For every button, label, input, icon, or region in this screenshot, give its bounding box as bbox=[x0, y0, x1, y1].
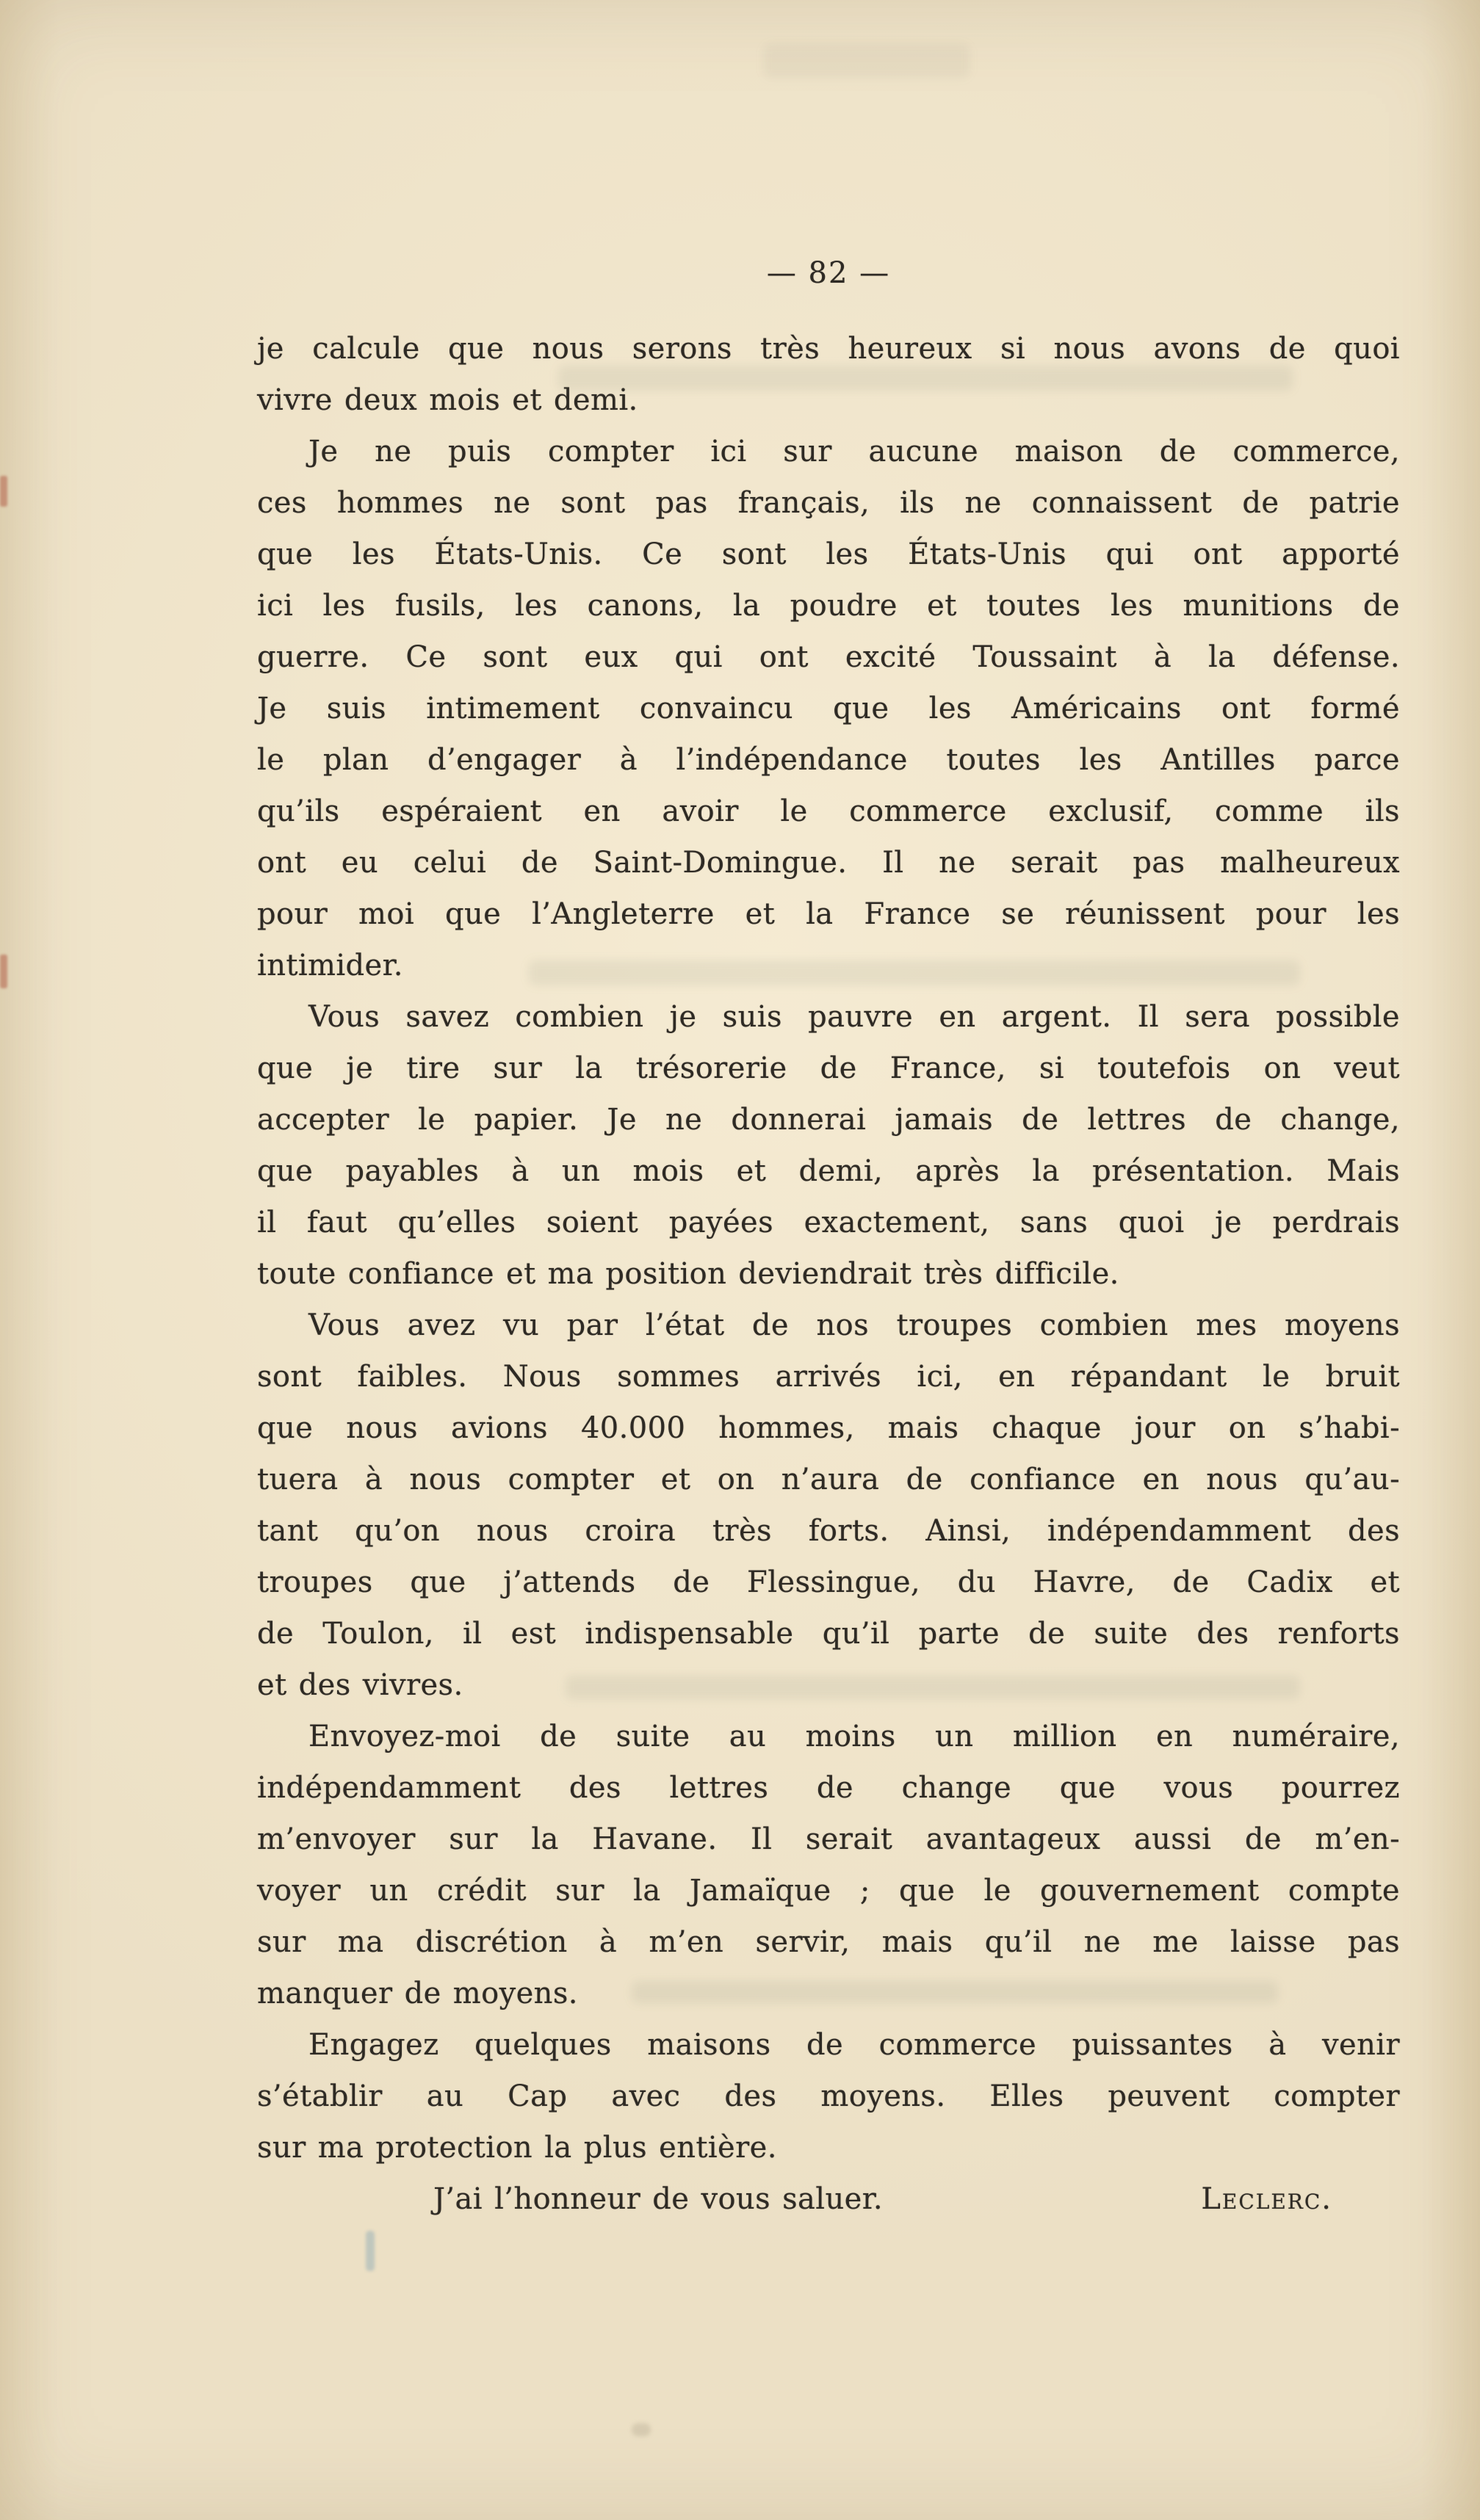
text-line: sont faibles. Nous sommes arrivés ici, en répandant le bruit bbox=[257, 1360, 1400, 1394]
text-line: il faut qu’elles soient payées exactement, sans quoi je perdrais bbox=[257, 1206, 1400, 1239]
text-line: que je tire sur la trésorerie de France, si toutefois on veut bbox=[257, 1051, 1400, 1085]
page-number: — 82 — bbox=[766, 256, 891, 290]
text-line: que nous avions 40.000 hommes, mais chaque jour on s’habi- bbox=[257, 1411, 1400, 1445]
text-line: sur ma protection la plus entière. bbox=[257, 2131, 777, 2165]
text-line: qu’ils espéraient en avoir le commerce exclusif, comme ils bbox=[257, 794, 1400, 828]
closing-line bbox=[257, 2173, 1400, 2225]
text-line: sur ma discrétion à m’en servir, mais qu’il ne me laisse pas bbox=[257, 1925, 1400, 1959]
text-line: s’établir au Cap avec des moyens. Elles peuvent compter bbox=[257, 2079, 1400, 2113]
scan-artifact-red-mark bbox=[0, 955, 7, 988]
text-line: pour moi que l’Angleterre et la France se réunissent pour les bbox=[257, 897, 1400, 931]
text-line: m’envoyer sur la Havane. Il serait avantageux aussi de m’en- bbox=[257, 1822, 1400, 1856]
text-line: toute confiance et ma position deviendrait très difficile. bbox=[257, 1257, 1119, 1291]
bleedthrough-smudge bbox=[558, 366, 1293, 391]
text-line: ici les fusils, les canons, la poudre et toutes les munitions de bbox=[257, 589, 1400, 623]
text-line: Engagez quelques maisons de commerce puissantes à venir bbox=[308, 2028, 1400, 2062]
text-line: Je suis intimement convaincu que les Américains ont formé bbox=[257, 692, 1400, 725]
text-line: que payables à un mois et demi, après la présentation. Mais bbox=[257, 1154, 1400, 1188]
text-line: Envoyez-moi de suite au moins un million en numéraire, bbox=[308, 1720, 1400, 1753]
bleedthrough-smudge bbox=[529, 960, 1300, 985]
text-line: ces hommes ne sont pas français, ils ne connaissent de patrie bbox=[257, 486, 1400, 520]
text-line: manquer de moyens. bbox=[257, 1977, 578, 2010]
text-line: Vous avez vu par l’état de nos troupes combien mes moyens bbox=[308, 1308, 1400, 1342]
bleedthrough-smudge bbox=[764, 44, 970, 78]
bleedthrough-smudge bbox=[566, 1676, 1300, 1699]
text-line: de Toulon, il est indispensable qu’il parte de suite des renforts bbox=[257, 1617, 1400, 1651]
text-line: Je ne puis compter ici sur aucune maison de commerce, bbox=[308, 435, 1400, 468]
text-line: le plan d’engager à l’indépendance toutes les Antilles parce bbox=[257, 743, 1400, 777]
text-line: accepter le papier. Je ne donnerai jamais de lettres de change, bbox=[257, 1103, 1400, 1137]
text-line: je calcule que nous serons très heureux si nous avons de quoi bbox=[257, 332, 1400, 366]
text-line: troupes que j’attends de Flessingue, du Havre, de Cadix et bbox=[257, 1565, 1400, 1599]
closing-salutation: J’ai l’honneur de vous saluer. bbox=[433, 2182, 883, 2216]
text-line: tant qu’on nous croira très forts. Ainsi, indépendamment des bbox=[257, 1514, 1400, 1548]
text-line: Vous savez combien je suis pauvre en argent. Il sera possible bbox=[308, 1000, 1400, 1034]
signature-leclerc: Leclerc. bbox=[1201, 2182, 1332, 2216]
text-line: ont eu celui de Saint-Domingue. Il ne serait pas malheureux bbox=[257, 846, 1400, 880]
bleedthrough-smudge bbox=[632, 2423, 651, 2436]
letter-body bbox=[257, 323, 1400, 2173]
scan-artifact-blue-mark bbox=[366, 2231, 375, 2271]
scan-artifact-red-mark bbox=[0, 476, 7, 507]
text-line: tuera à nous compter et on n’aura de confiance en nous qu’au- bbox=[257, 1463, 1400, 1496]
text-line: vivre deux mois et demi. bbox=[257, 383, 638, 417]
text-line: intimider. bbox=[257, 949, 403, 982]
text-line: voyer un crédit sur la Jamaïque ; que le gouvernement compte bbox=[257, 1874, 1400, 1908]
bleedthrough-smudge bbox=[632, 1981, 1278, 2003]
text-line: et des vivres. bbox=[257, 1668, 463, 1702]
text-line: guerre. Ce sont eux qui ont excité Toussaint à la défense. bbox=[257, 640, 1400, 674]
text-line: que les États-Unis. Ce sont les États-Unis qui ont apporté bbox=[257, 537, 1400, 571]
text-line: indépendamment des lettres de change que vous pourrez bbox=[257, 1771, 1400, 1805]
